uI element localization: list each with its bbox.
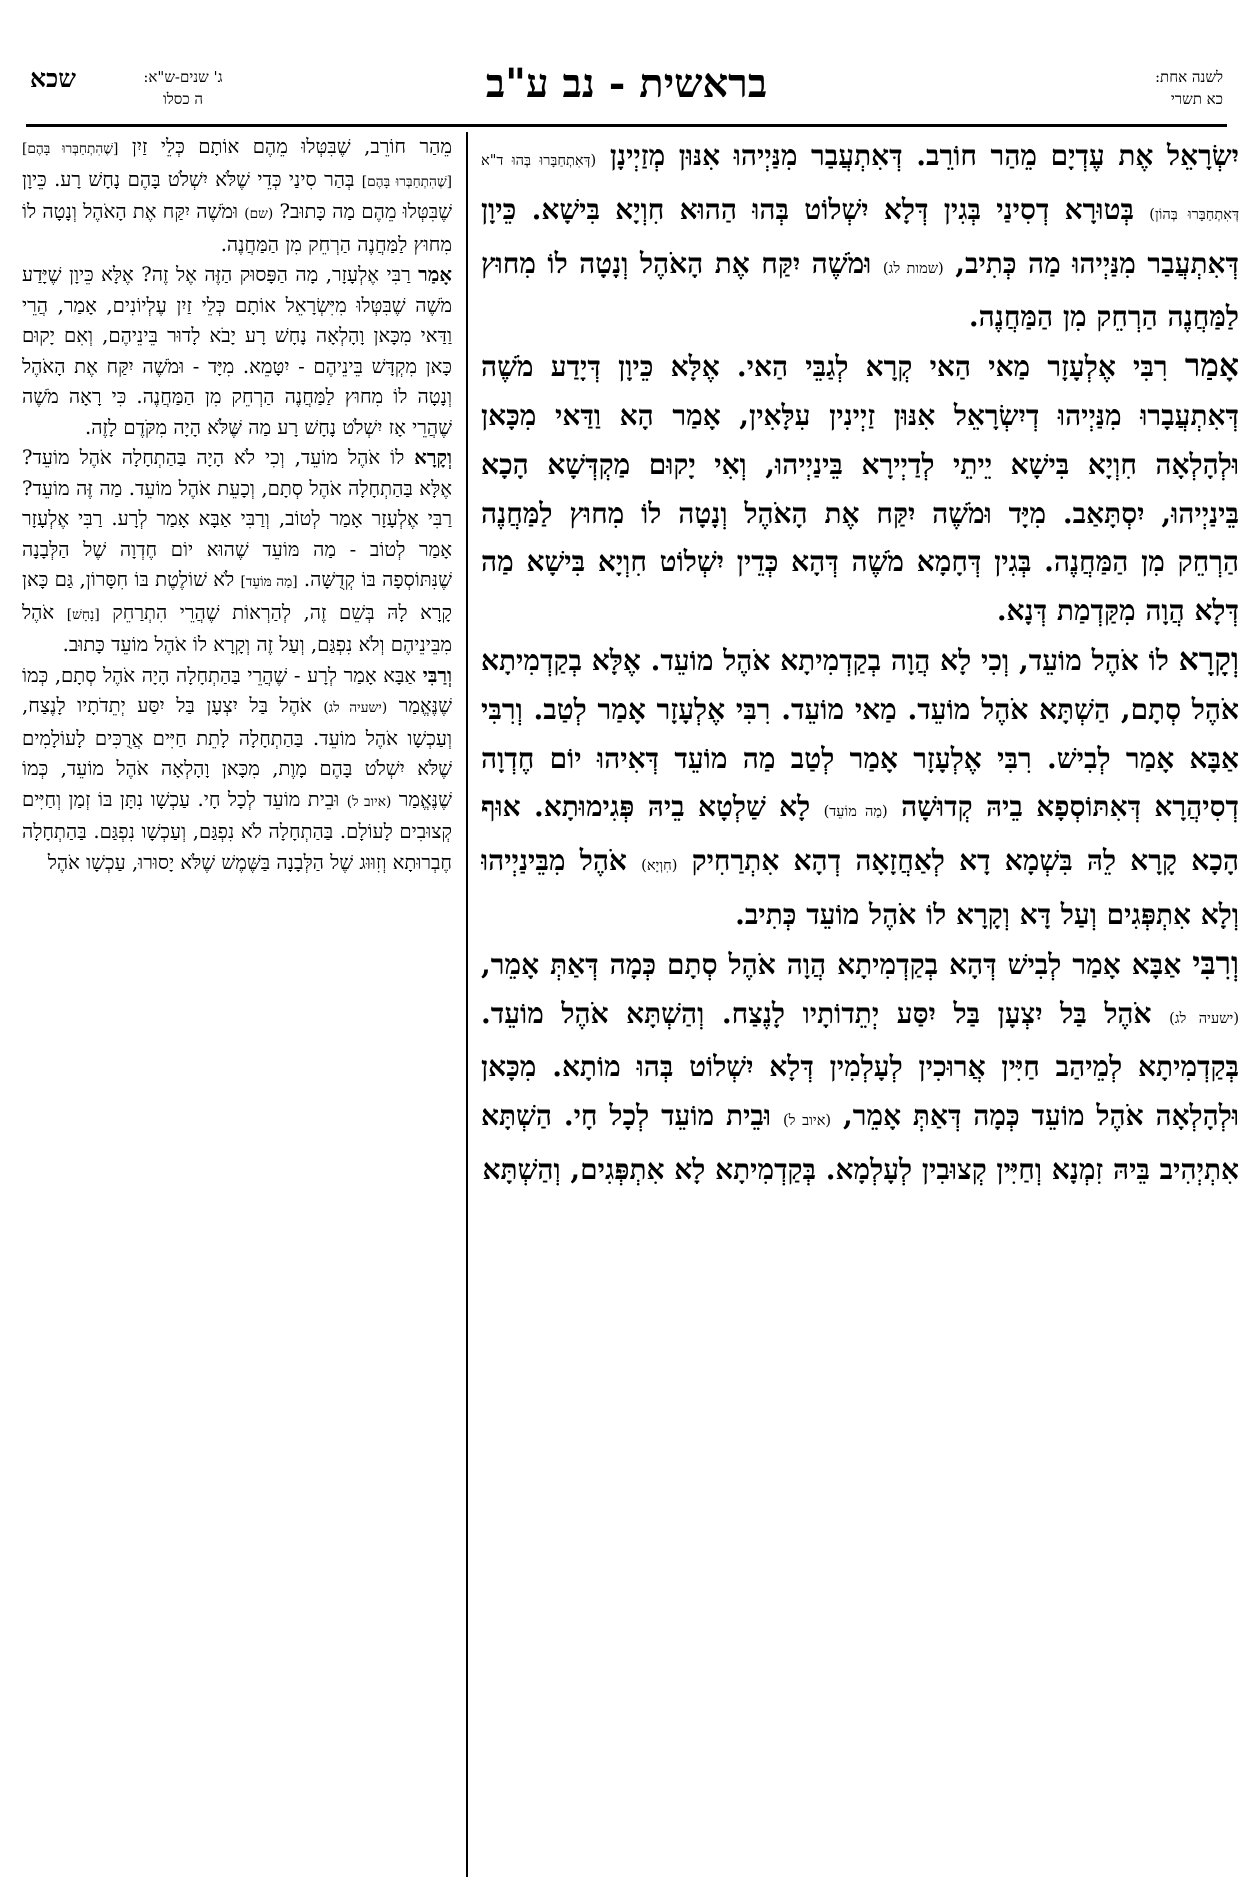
page-title: בראשית - נב ע"ב xyxy=(485,60,768,107)
side-p2-opening-word: אָמַר xyxy=(418,263,452,286)
main-p2-opening-word: אָמַר xyxy=(1184,348,1239,385)
main-p3-opening-word: וְקָרָא xyxy=(1178,641,1239,678)
side-p3-text-b: לֹא שׁוֹלֶטֶת בּוֹ חִסָּרוֹן, גַּם כָּאן קָרָא לָהּ בְּשֵׁם זֶה, לְהַרְאוֹת שֶׁהֲרֵי הִתְרַחֵק xyxy=(22,568,452,624)
side-p4-opening-word: וְרַבִּי xyxy=(422,663,452,687)
main-p1-variant-note: (דְּאִתְחַבָּרוּ בְּהוּ ד"א דְּאִתְחַבָּרוּ בְּהוֹן) xyxy=(481,152,1239,223)
main-text-column xyxy=(481,132,1239,1877)
main-p4-opening-word: וְרִבִּי xyxy=(1192,945,1239,982)
side-p4-source-ref-1: (ישעיה לג) xyxy=(323,700,388,716)
schedule-label-three-years: ג' שנים-ש"א: xyxy=(143,68,223,86)
side-paragraph-1 xyxy=(22,132,452,260)
side-p1-variant-note: [שֶׁהִתְחַבְּרוּ בָּהֶם] [שֶׁהִתְחַבְּרוּ בָּהֶם] xyxy=(22,141,452,190)
side-p4-text-c: וּבֵית מוֹעֵד לְכָל חָי. עַכְשָׁו נִתָּן בּוֹ זְמַן וְחַיִּים קְצוּבִים לָעוֹלָם. בַּהַתְחָלָה לֹא נִפְגַּם, וְעַכְשָׁו נִפְגַּם. בַּהַתְחָלָה חֶבְרוּתָא וְזִוּוּג שֶׁל הַלְּבָנָה בַּשֶּׁמֶשׁ שֶׁלֹּא יָסוּרוּ, עַכְשָׁו אֹהֶל xyxy=(22,787,452,874)
side-paragraph-3 xyxy=(22,443,452,661)
main-p2-text: רִבִּי אֶלְעָזָר מַאי הַאי קְרָא לְגַבֵּי הַאי. אֶלָּא כֵּיוָן דְּיָדַע מֹשֶׁה דְּאִתְעֲבָרוּ מִנַּיְיהוּ דְיִשְׂרָאֵל אִנּוּן זַיְינִין עִלָּאִין, אָמַר הָא וַדַּאי מִכָּאן וּלְהָלְאָה חִוְיָא בִּישָׁא יֵיתֵי לְדַיְירָא בֵּינַיְיהוּ, וְאִי יָקוּם מַקְדְּשָׁא הָכָא בֵּינַיְיהוּ, יִסְתָּאַב. מִיָּד וּמֹשֶׁה יִקַּח אֶת הָאֹהֶל וְנָטָה לוֹ מִחוּץ לַמַּחֲנֶה הַרְחֵק מִן הַמַּחֲנֶה. בְּגִין דְּחָמָא מֹשֶׁה דְּהָא כְּדֵין יִשְׁלוֹט חִוְיָא בִּישָׁא מַה דְּלָא הֲוָה מִקַּדְמַת דְּנָא. xyxy=(481,350,1239,628)
main-p3-variant-note-2: (חִוְיָא) xyxy=(641,857,678,875)
main-p3-text-b: לָא שַׁלְטָא בֵיהּ פְּגִימוּתָא. אוּף הָכָא קָרָא לֵהּ בִּשְׁמָא דָא לְאַחֲזָאָה דְהָא אִתְרַחִיק xyxy=(481,790,1239,878)
side-p4-source-ref-2: (איוב ל) xyxy=(346,793,392,810)
schedule-date-three-years: ה כסלו xyxy=(162,90,204,108)
main-p4-source-ref-2: (איוב ל) xyxy=(782,1112,832,1130)
main-paragraph-3 xyxy=(481,636,1239,940)
daily-schedule-three-years xyxy=(88,66,278,110)
side-paragraph-4 xyxy=(22,661,452,879)
main-p3-text-a: לוֹ אֹהֶל מוֹעֵד, וְכִי לָא הֲוָה בְקַדְמִיתָא אֹהֶל מוֹעֵד. אֶלָּא בְקַדְמִיתָא אֹהֶל סְתָם, הַשְׁתָּא אֹהֶל מוֹעֵד. מַאי מוֹעֵד. רִבִּי אֶלְעָזָר אָמַר לְטַב. וְרִבִּי אַבָּא אָמַר לְבִישׁ. רִבִּי אֶלְעָזָר אָמַר לְטַב מַה מוֹעֵד דְּאִיהוּ יוֹם חֶדְוָה דְסִיהֲרָא דְּאִתּוֹסְפָא בֵיהּ קְדוּשָׁה xyxy=(481,643,1239,824)
main-p4-source-ref-1: (ישעיה לג) xyxy=(1169,1009,1239,1027)
main-paragraph-2 xyxy=(481,342,1239,636)
main-paragraph-4 xyxy=(481,940,1239,1195)
side-p3-text-a: לוֹ אֹהֶל מוֹעֵד, וְכִי לֹא הָיָה בַּהַתְחָלָה אֹהֶל מוֹעֵד? אֶלָּא בַּהַתְחָלָה אֹהֶל סְתָם, וְכָעֵת אֹהֶל מוֹעֵד. מַה זֶּה מוֹעֵד? רַבִּי אֶלְעָזָר אָמַר לְטוֹב, וְרַבִּי אַבָּא אָמַר לְרָע. רַבִּי אֶלְעָזָר אָמַר לְטוֹב - מַה מּוֹעֵד שֶׁהוּא יוֹם חֶדְוָה שֶׁל הַלְּבָנָה שֶׁנִּתּוֹסְפָה בּוֹ קְדֻשָּׁה. xyxy=(22,446,452,591)
side-p3-variant-note-2: [נָחָשׁ] xyxy=(66,606,100,623)
column-divider xyxy=(466,132,468,1877)
schedule-label-one-year: לשנה אחת: xyxy=(1155,68,1223,86)
side-p2-text: רַבִּי אֶלְעָזָר, מָה הַפָּסוּק הַזֶּה אֶל זֶה? אֶלָּא כֵּיוָן שֶׁיָּדַע מֹשֶׁה שֶׁבִּטְּלוּ מִיִּשְׂרָאֵל אוֹתָם כְּלֵי זַיִן עֶלְיוֹנִים, אָמַר, הֲרֵי וַדַּאי מִכָּאן וָהָלְאָה נָחָשׁ רָע יָבֹא לָדוּר בֵּינֵיהֶם, וְאִם יָקוּם כָּאן מִקְדָּשׁ בֵּינֵיהֶם - יִטָּמֵא. מִיָּד - וּמֹשֶׁה יִקַּח אֶת הָאֹהֶל וְנָטָה לוֹ מִחוּץ לַמַּחֲנֶה הַרְחֵק מִן הַמַּחֲנֶה. כִּי רָאָה מֹשֶׁה שֶׁהֲרֵי אָז יִשְׁלֹט נָחָשׁ רָע מַה שֶּׁלֹּא הָיָה מִקֹּדֶם לָזֶה. xyxy=(22,263,452,439)
main-p1-text-a: יִשְׂרָאֵל אֶת עֶדְיָם מֵהַר חוֹרֵב. דְּאִתְעֲבַר מִנַּיְיהוּ אִנּוּן מְזַיְינָן xyxy=(609,139,1239,172)
main-p4-text-b: אֹהֶל בַּל יִצְעָן בַּל יִסַּע יְתֵדוֹתָיו לָנֶצַח. וְהַשְׁתָּא אֹהֶל מוֹעֵד. בְּקַדְמִיתָא לְמֵיהַב חַיִּין אֲרוּכִין לְעָלְמִין דְּלָא יִשְׁלוֹט בְּהוּ מוֹתָא. מִכָּאן וּלְהָלְאָה אֹהֶל מוֹעֵד כְּמָה דְּאַתְּ אָמֵר, xyxy=(481,996,1239,1133)
side-p3-opening-word: וְקָרָא xyxy=(414,446,452,469)
main-p3-variant-note-1: (מַה מוֹעֵד) xyxy=(823,803,888,821)
side-p3-variant-note-1: [מַה מּוֹעֵד] xyxy=(240,574,298,590)
side-p4-text-b: אֹהֶל בַּל יִצְעָן בַּל יִסַּע יְתֵדֹתָיו לָנֶצַח, וְעַכְשָׁו אֹהֶל מוֹעֵד. בַּהַתְחָלָה לָתֵת חַיִּים אֲרֻכִּים לָעוֹלָמִים שֶׁלֹּא יִשְׁלֹט בָּהֶם מָוֶת, מִכָּאן וָהָלְאָה אֹהֶל מוֹעֵד, כְּמוֹ שֶׁנֶּאֱמַר xyxy=(22,694,452,811)
main-p1-text-b: בְּטוּרָא דְסִינַי בְּגִין דְּלָא יִשְׁלוֹט בְּהוּ הַהוּא חִוְיָא בִּישָׁא. כֵּיוָן דְּאִתְעֲבַר מִנַּיְיהוּ מַה כְּתִיב, xyxy=(481,192,1239,280)
main-p4-text-c: וּבֵית מוֹעֵד לְכָל חָי. הַשְׁתָּא אִתְיְהִיב בֵּיהּ זִמְנָא וְחַיִּין קְצוּבִין לְעָלְמָא. בְּקַדְמִיתָא לָא אִתְפְּגִים, וְהַשְׁתָּא xyxy=(481,1099,1239,1186)
page-number: שכא xyxy=(30,64,76,93)
main-p1-source-ref: (שמות לג) xyxy=(882,259,944,277)
main-p3-text-c: אֹהֶל מִבֵּינַיְיהוּ וְלָא אִתְפְּגִים וְעַל דָּא וְקָרָא לוֹ אֹהֶל מוֹעֵד כְּתִיב. xyxy=(481,844,1239,931)
side-paragraph-2 xyxy=(22,260,452,443)
page-header xyxy=(26,56,1227,126)
schedule-date-one-year: כא תשרי xyxy=(1170,90,1223,108)
main-p4-text-a: אַבָּא אָמַר לְבִישׁ דְּהָא בְקַדְמִיתָא הֲוָה אֹהֶל סְתָם כְּמָה דְּאַתְּ אָמֵר, xyxy=(481,947,1182,981)
side-p4-text-a: אַבָּא אָמַר לְרָע - שֶׁהֲרֵי בַּהַתְחָלָה הָיָה אֹהֶל סְתָם, כְּמוֹ שֶׁנֶּאֱמַר xyxy=(22,663,452,717)
side-p1-text-b: בְּהַר סִינַי כְּדֵי שֶׁלֹּא יִשְׁלֹט בָּהֶם נָחָשׁ רָע. כֵּיוָן שֶׁבִּטְּלוּ מֵהֶם מַה כָּתוּב? xyxy=(22,167,452,223)
side-p1-source-ref: (שם) xyxy=(244,206,274,222)
main-paragraph-1 xyxy=(481,132,1239,342)
side-p1-text-a: מֵהַר חוֹרֵב, שֶׁבִּטְּלוּ מֵהֶם אוֹתָם כְּלֵי זַיִן xyxy=(131,135,452,158)
header-divider xyxy=(26,124,1227,127)
main-p1-text-c: וּמֹשֶׁה יִקַּח אֶת הָאֹהֶל וְנָטָה לוֹ מִחוּץ לַמַּחֲנֶה הַרְחֵק מִן הַמַּחֲנֶה. xyxy=(481,246,1239,334)
side-p1-text-c: וּמֹשֶׁה יִקַּח אֶת הָאֹהֶל וְנָטָה לוֹ מִחוּץ לַמַּחֲנֶה הַרְחֵק מִן הַמַּחֲנֶה. xyxy=(22,200,452,256)
translation-column xyxy=(22,132,452,1877)
side-p3-text-c: אֹהֶל מִבֵּינֵיהֶם וְלֹא נִפְגַּם, וְעַל זֶה וְקָרָא לוֹ אֹהֶל מוֹעֵד כָּתוּב. xyxy=(22,600,452,656)
